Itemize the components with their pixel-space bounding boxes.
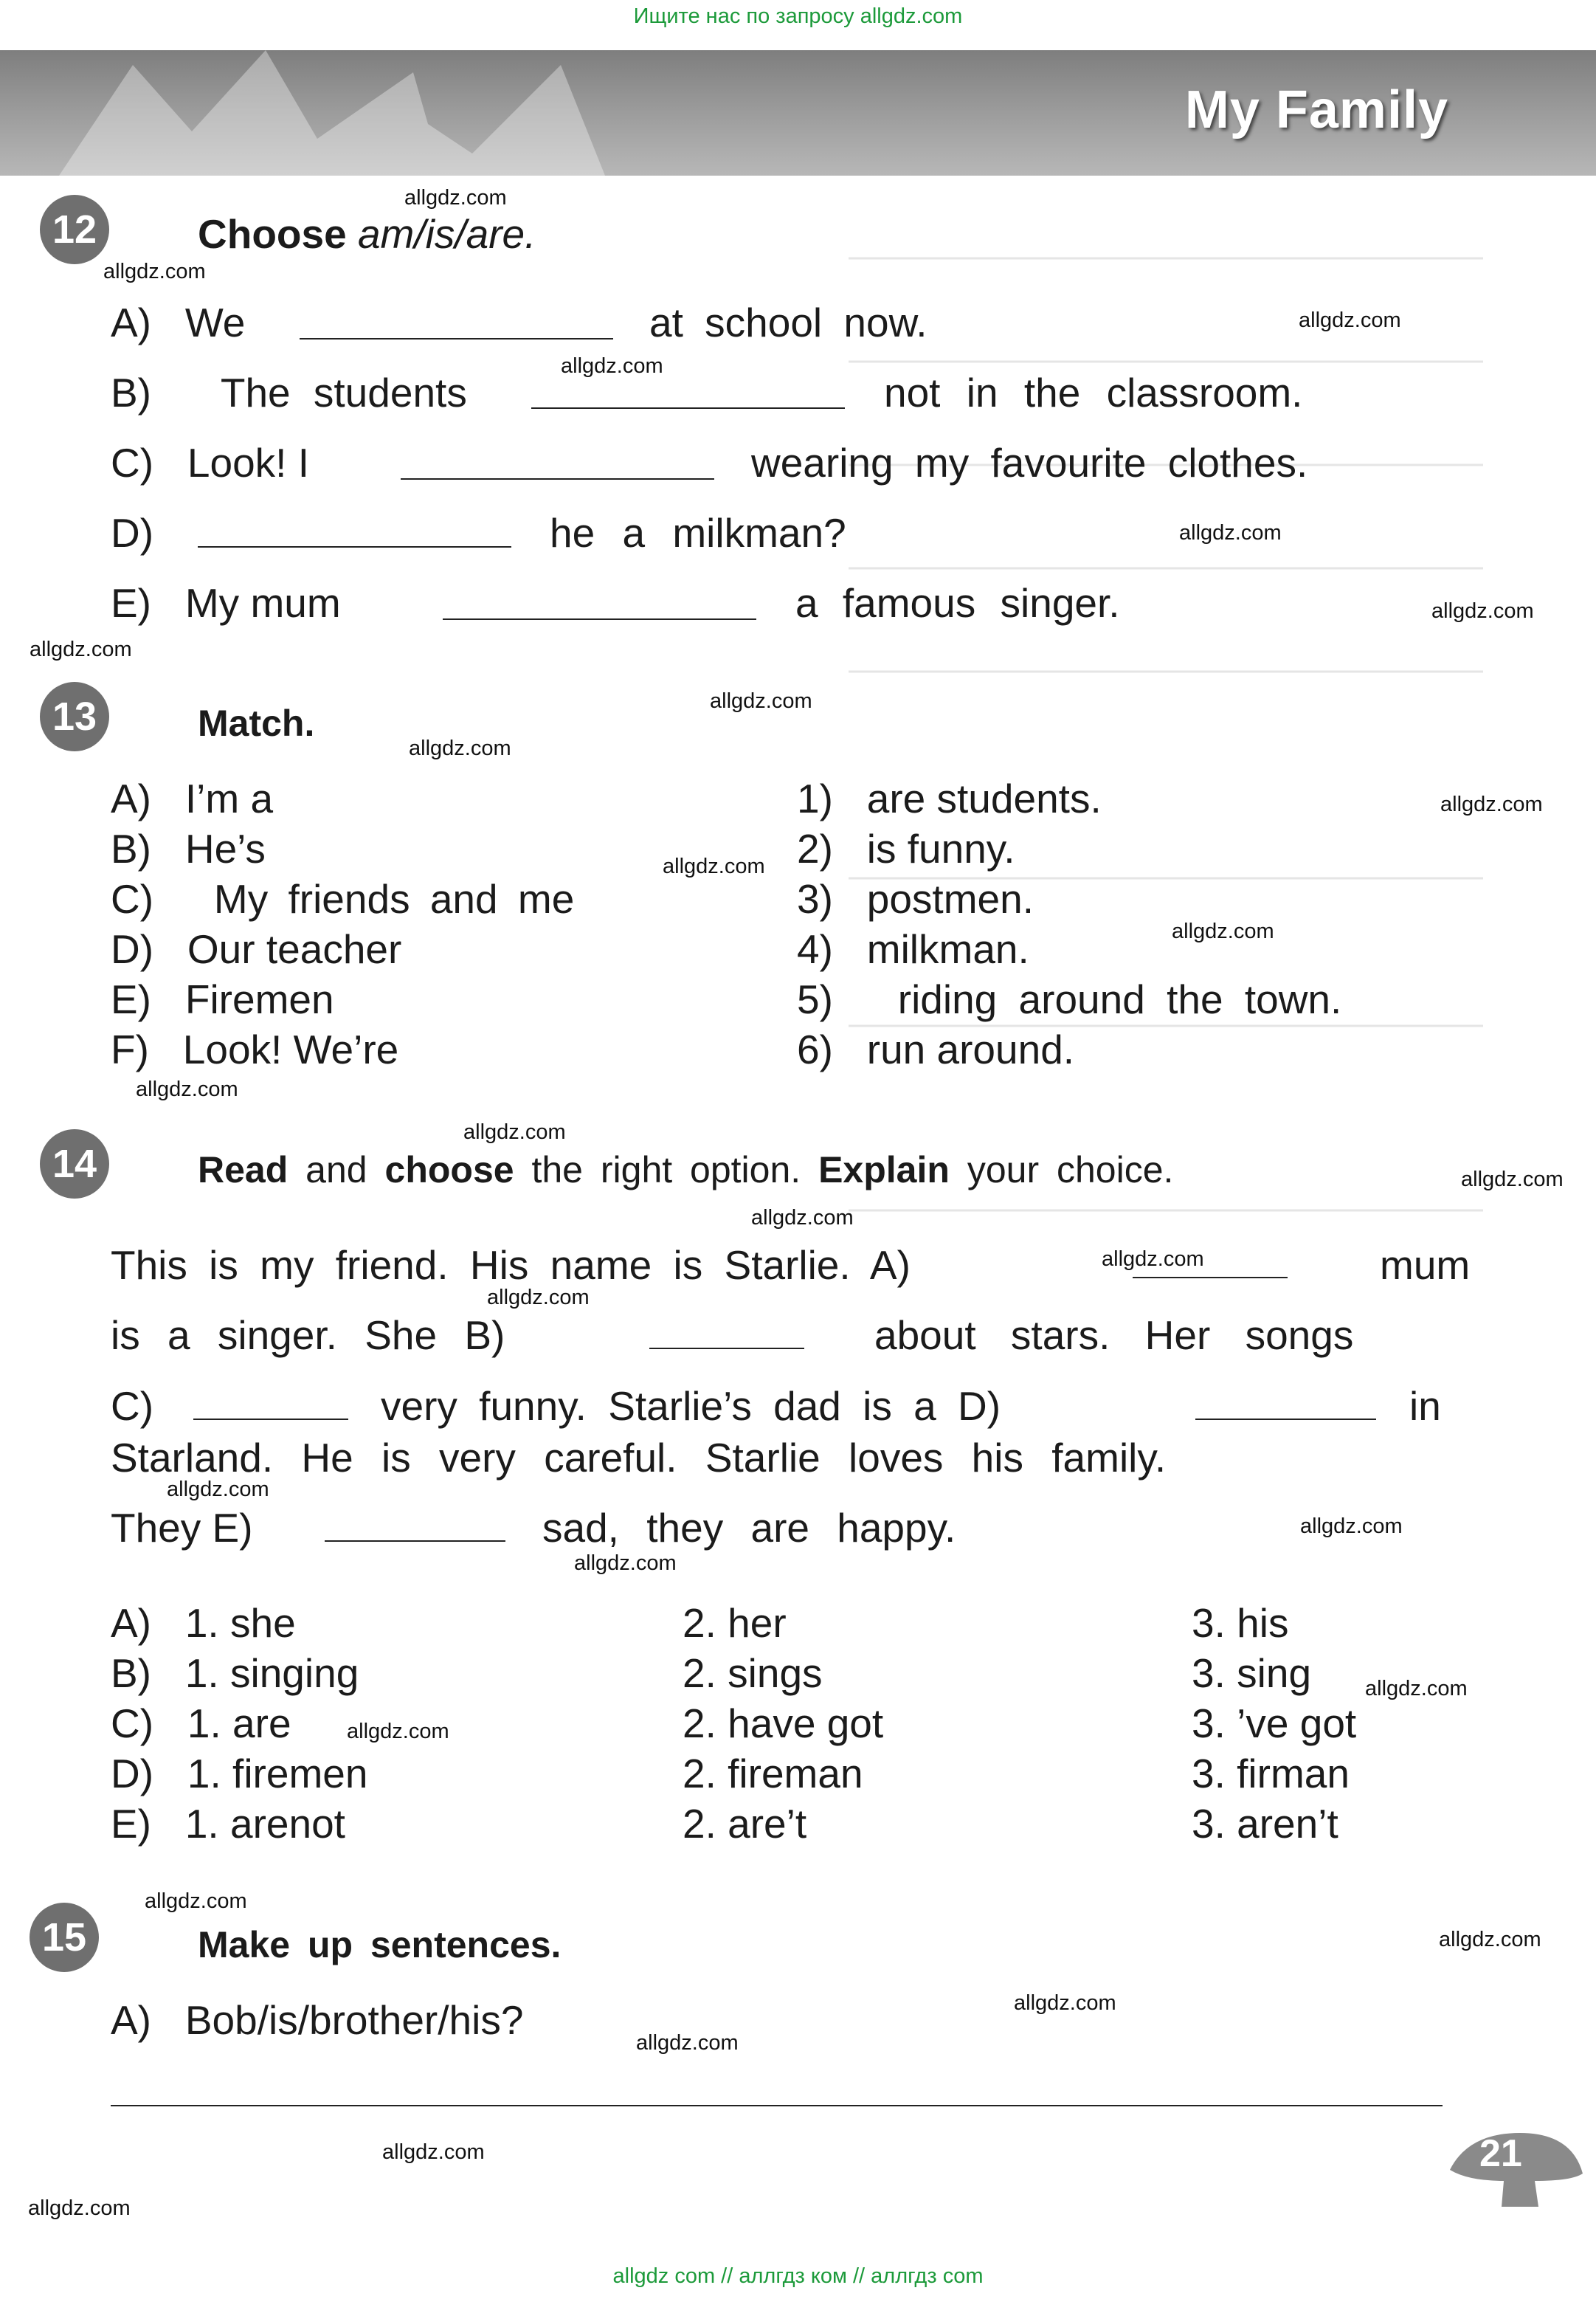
answer-blank[interactable] [401,478,714,480]
watermark: allgdz.com [1461,1168,1564,1191]
item-text: My mum [184,580,341,626]
option-cell[interactable]: 2. sings [683,1650,823,1696]
item-text: Look! I [187,440,309,486]
list-item [111,510,154,556]
bottom-watermark: allgdz com // аллгдз ком // аллгдз com [612,2264,984,2288]
item-letter: B) [111,370,151,416]
watermark: allgdz.com [561,354,663,378]
item-text: at school now. [649,300,927,345]
paragraph-line: very funny. Starlie’s dad is a D) [381,1383,1001,1429]
paragraph-line: This is my friend. His name is Starlie. A) [111,1242,911,1288]
top-watermark: Ищите нас по запросу allgdz.com [633,4,963,28]
item-letter: E) [111,580,151,626]
option-cell[interactable]: 3. aren’t [1192,1801,1338,1847]
watermark: allgdz.com [1299,309,1401,332]
option-cell[interactable]: 2. fireman [683,1751,863,1796]
option-cell[interactable]: 3. sing [1192,1650,1312,1696]
option-row: B) 1. singing [111,1650,359,1696]
star-decoration-icon [0,50,664,176]
paragraph-line: C) [111,1383,154,1429]
watermark: allgdz.com [1431,599,1534,623]
answer-line[interactable] [111,2105,1443,2106]
exercise-title [198,1151,1173,1188]
title-text: and [305,1149,367,1190]
list-item: B) He’s [111,826,266,872]
answer-blank[interactable] [193,1419,348,1420]
list-item: D) Our teacher [111,926,402,972]
options-col-1 [111,1600,368,1854]
exercise-number-badge: 13 [40,682,109,751]
watermark: allgdz.com [487,1286,590,1309]
list-item: E) Firemen [111,976,334,1022]
watermark: allgdz.com [710,689,812,713]
watermark: allgdz.com [574,1551,677,1575]
watermark: allgdz.com [382,2140,485,2164]
item-text: he a milkman? [550,510,846,556]
answer-blank[interactable] [1195,1419,1376,1420]
watermark: allgdz.com [1014,1991,1116,2015]
title-bold: Read [198,1149,289,1190]
option-row: A) 1. she [111,1600,296,1646]
watermark: allgdz.com [136,1078,238,1101]
answer-blank[interactable] [300,338,613,339]
paragraph-line: is a singer. She B) [111,1312,505,1358]
item-letter: A) [111,1997,151,2043]
option-row: C) 1. are [111,1700,291,1746]
option-cell[interactable]: 2. her [683,1600,787,1646]
paragraph-line: about stars. Her songs [874,1312,1354,1358]
watermark: allgdz.com [636,2031,739,2055]
watermark: allgdz.com [751,1206,854,1230]
watermark: allgdz.com [167,1478,269,1501]
watermark: allgdz.com [347,1720,449,1743]
list-item: C) My friends and me [111,876,575,922]
option-cell[interactable]: 3. his [1192,1600,1289,1646]
option-row: E) 1. arenot [111,1801,345,1847]
item-text: not in the classroom. [884,370,1303,416]
paragraph-line: Starland. He is very careful. Starlie loves his family. [111,1435,1167,1481]
title-text: your choice. [967,1149,1174,1190]
list-item: 1) are students. [797,776,1102,821]
watermark: allgdz.com [145,1889,247,1913]
title-bold: choose [384,1149,514,1190]
page-title: My Family [1184,80,1448,139]
watermark: allgdz.com [1439,1928,1541,1951]
options-col-2 [683,1600,884,1854]
answer-blank[interactable] [325,1540,505,1542]
paragraph-line: sad, they are happy. [542,1505,956,1551]
title-text: the right option. [531,1149,801,1190]
answer-blank[interactable] [198,546,511,548]
paragraph-line: mum [1380,1242,1471,1288]
list-item: 4) milkman. [797,926,1029,972]
title-bold: Explain [818,1149,950,1190]
answer-blank[interactable] [1133,1277,1288,1278]
watermark: allgdz.com [30,638,132,661]
item-letter: A) [111,300,151,345]
list-item [111,1997,524,2043]
exercise-number-badge: 12 [40,195,109,264]
list-item [111,580,341,626]
option-cell[interactable]: 3. ’ve got [1192,1700,1357,1746]
watermark: allgdz.com [1365,1677,1468,1700]
list-item [111,370,467,416]
list-item: 2) is funny. [797,826,1015,872]
exercise-number-badge: 15 [30,1903,99,1972]
watermark: allgdz.com [1440,793,1543,816]
list-item: A) I’m a [111,776,274,821]
paragraph-line: in [1409,1383,1441,1429]
item-text: Bob/is/brother/his? [184,1997,524,2043]
match-left-column [111,776,575,1080]
option-row: D) 1. firemen [111,1751,368,1796]
watermark: allgdz.com [663,855,765,878]
list-item: 5) riding around the town. [797,976,1342,1022]
item-letter: C) [111,440,154,486]
exercise-title: Match. [198,703,315,744]
exercise-title: Make up sentences. [198,1924,562,1965]
answer-blank[interactable] [531,407,845,409]
page-number: 21 [1479,2132,1522,2175]
option-cell[interactable]: 2. have got [683,1700,884,1746]
item-letter: D) [111,510,154,556]
options-col-3 [1192,1600,1357,1854]
title-bold: Choose [198,211,347,257]
exercise-title [198,211,536,257]
item-text: a famous singer. [795,580,1120,626]
list-item [111,440,309,486]
watermark: allgdz.com [404,186,507,210]
watermark: allgdz.com [1102,1247,1204,1271]
option-cell[interactable]: 3. firman [1192,1751,1350,1796]
watermark: allgdz.com [103,260,206,283]
watermark: allgdz.com [1300,1514,1403,1538]
list-item: 3) postmen. [797,876,1034,922]
list-item [111,300,246,345]
paragraph-line: They E) [111,1505,253,1551]
title-italic: am/is/are. [357,211,536,257]
watermark: allgdz.com [1179,521,1282,545]
option-cell[interactable]: 2. are’t [683,1801,807,1847]
list-item: 6) run around. [797,1027,1075,1072]
watermark: allgdz.com [409,737,511,760]
watermark: allgdz.com [1172,920,1274,943]
list-item: F) Look! We’re [111,1027,399,1072]
answer-blank[interactable] [443,618,756,620]
item-text: We [184,300,246,345]
item-text: wearing my favourite clothes. [751,440,1308,486]
watermark: allgdz.com [28,2196,131,2220]
exercise-number-badge: 14 [40,1129,109,1199]
watermark: allgdz.com [463,1120,566,1144]
item-text: The students [220,370,467,416]
answer-blank[interactable] [649,1348,804,1349]
